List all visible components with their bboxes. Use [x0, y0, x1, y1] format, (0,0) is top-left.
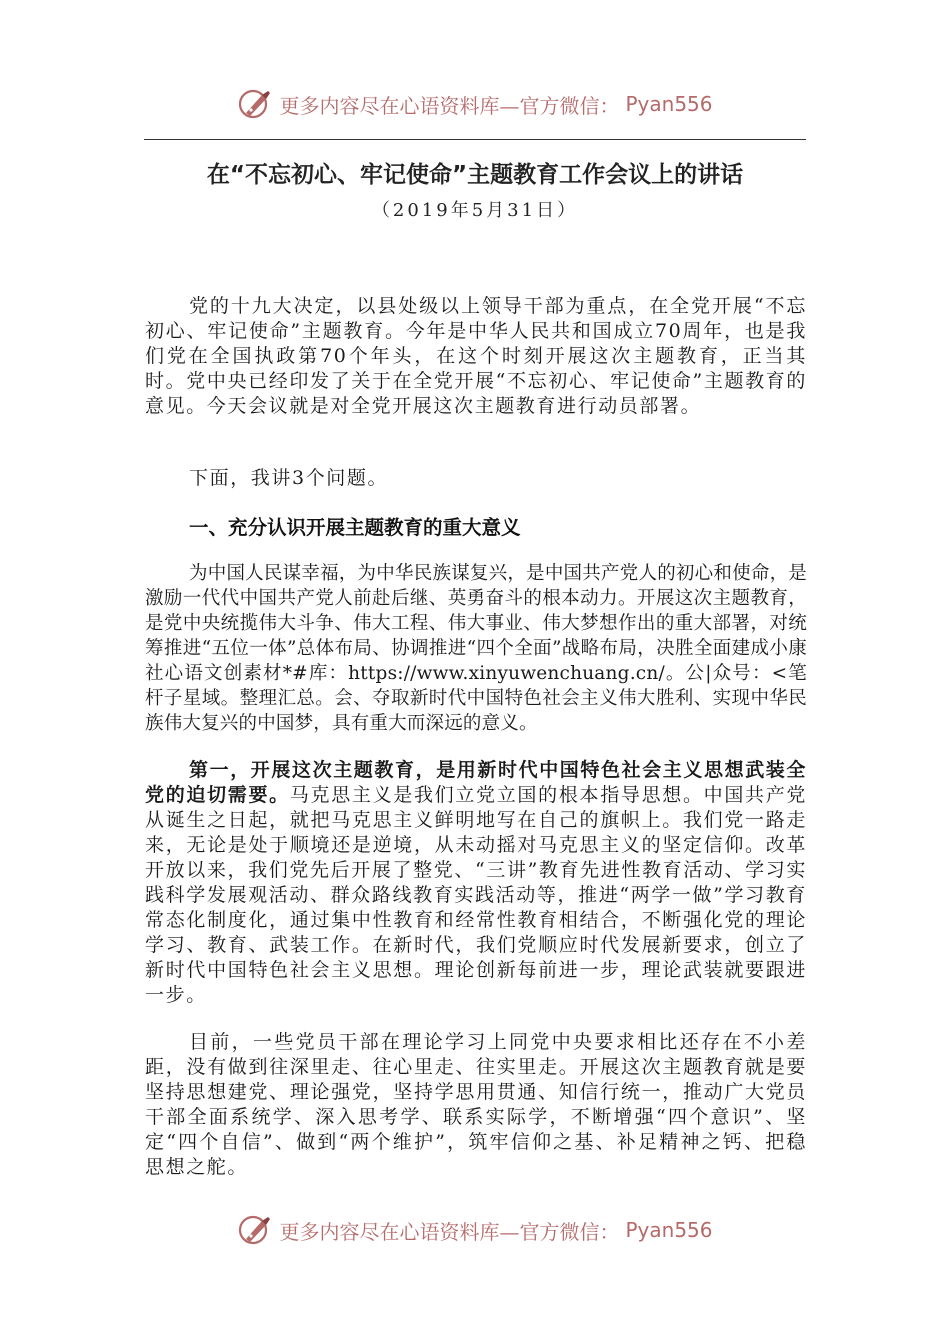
paragraph-current-gap: 目前，一些党员干部在理论学习上同党中央要求相比还存在不小差距，没有做到往深里走、往心里走、往实里走。开展这次主题教育就是要坚持思想建党、理论强党，坚持学思用贯通、知信行统一，推动广大党员干部全面系统学、深入思考学、联系实际学，不断增强“四个意识”、坚定“四个自信”、做到“两个维护”，筑牢信仰之基、补足精神之钙、把稳思想之舵。 — [145, 1031, 807, 1178]
paragraph-first-point — [145, 758, 807, 1008]
banner-text: 更多内容尽在心语资料库—官方微信： — [279, 1219, 620, 1244]
header-banner — [0, 84, 950, 124]
document-date: （2019年5月31日） — [371, 200, 579, 221]
paragraph-significance: 为中国人民谋幸福，为中华民族谋复兴，是中国共产党人的初心和使命，是激励一代代中国共产党人前赴后继、英勇奋斗的根本动力。开展这次主题教育，是党中央统揽伟大斗争、伟大工程、伟大事业、伟大梦想作出的重大部署，对统筹推进“五位一体”总体布局、协调推进“四个全面”战略布局，决胜全面建成小康社心语文创素材*#库：https://www.xinyuwenchuang.cn/。公|众号：<笔杆子星域。整理汇总。会、夺取新时代中国特色社会主义伟大胜利、实现中华民族伟大复兴的中国梦，具有重大而深远的意义。 — [145, 563, 807, 734]
section-heading-1: 一、充分认识开展主题教育的重大意义 — [189, 516, 521, 539]
document-title: 在“不忘初心、牢记使命”主题教育工作会议上的讲话 — [206, 162, 744, 188]
header-divider — [144, 139, 806, 140]
paragraph-outline: 下面，我讲3个问题。 — [189, 467, 389, 489]
pen-nib-circle-icon — [237, 1212, 273, 1248]
paragraph-first-point-lead: 第一，开展这次主题教育，是用新时代中国特色社会主义思想武装全党的迫切需要。 — [145, 759, 808, 806]
footer-banner — [0, 1210, 950, 1250]
banner-wechat-handle: Pyan556 — [625, 92, 713, 116]
banner-wechat-handle: Pyan556 — [625, 1218, 713, 1242]
paragraph-first-point-body: 马克思主义是我们立党立国的根本指导思想。中国共产党从诞生之日起，就把马克思主义鲜明地写在自己的旗帜上。我们党一路走来，无论是处于顺境还是逆境，从未动摇对马克思主义的坚定信仰。改革开放以来，我们党先后开展了整党、“三讲”教育先进性教育活动、学习实践科学发展观活动、群众路线教育实践活动等，推进“两学一做”学习教育常态化制度化，通过集中性教育和经常性教育相结合，不断强化党的理论学习、教育、武装工作。在新时代，我们党顺应时代发展新要求，创立了新时代中国特色社会主义思想。理论创新每前进一步，理论武装就要跟进一步。 — [145, 784, 807, 1006]
pen-nib-circle-icon — [237, 86, 273, 122]
banner-text: 更多内容尽在心语资料库—官方微信： — [279, 93, 620, 118]
paragraph-intro: 党的十九大决定，以县处级以上领导干部为重点，在全党开展“不忘初心、牢记使命”主题教育。今年是中华人民共和国成立70周年，也是我们党在全国执政第70个年头，在这个时刻开展这次主题教育，正当其时。党中央已经印发了关于在全党开展“不忘初心、牢记使命”主题教育的意见。今天会议就是对全党开展这次主题教育进行动员部署。 — [145, 295, 807, 417]
